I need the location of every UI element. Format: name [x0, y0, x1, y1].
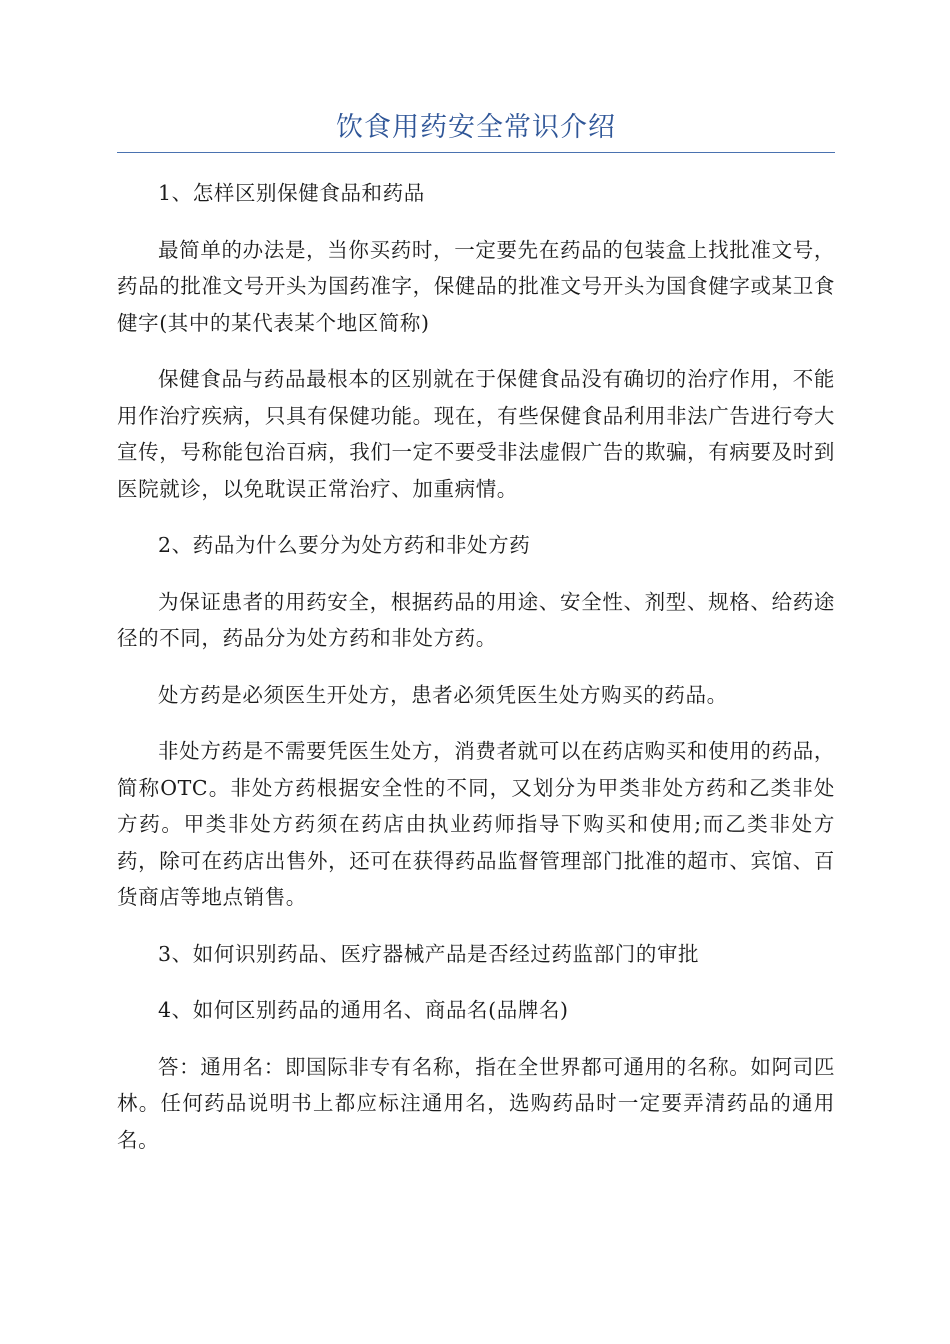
paragraph: 保健食品与药品最根本的区别就在于保健食品没有确切的治疗作用，不能用作治疗疾病，只具有保健功能。现在，有些保健食品利用非法广告进行夸大宣传，号称能包治百病，我们一定不要受非法虚假广告的欺骗，有病要及时到医院就诊，以免耽误正常治疗、加重病情。 [117, 367, 835, 501]
paragraph: 为保证患者的用药安全，根据药品的用途、安全性、剂型、规格、给药途径的不同，药品分为处方药和非处方药。 [117, 589, 835, 650]
paragraph: 处方药是必须医生开处方，患者必须凭医生处方购买的药品。 [158, 682, 728, 707]
section-heading-1: 1、怎样区别保健食品和药品 [158, 181, 425, 205]
section-heading-3: 3、如何识别药品、医疗器械产品是否经过药监部门的审批 [158, 941, 700, 966]
document-body [117, 175, 835, 1158]
section-heading-4: 4、如何区别药品的通用名、商品名(品牌名) [158, 998, 569, 1022]
document-title: 饮食用药安全常识介绍 [336, 112, 616, 143]
document-page [117, 108, 835, 1178]
paragraph: 最简单的办法是，当你买药时，一定要先在药品的包装盒上找批准文号，药品的批准文号开头为国药准字，保健品的批准文号开头为国食健字或某卫食健字(其中的某代表某个地区简称) [117, 237, 835, 335]
title-block [117, 108, 835, 153]
section-heading-2: 2、药品为什么要分为处方药和非处方药 [158, 533, 531, 557]
paragraph: 非处方药是不需要凭医生处方，消费者就可以在药店购买和使用的药品，简称OTC。非处方药根据安全性的不同，又划分为甲类非处方药和乙类非处方药。甲类非处方药须在药店由执业药师指导下购买和使用;而乙类非处方药，除可在药店出售外，还可在获得药品监督管理部门批准的超市、宾馆、百货商店等地点销售。 [117, 739, 835, 909]
paragraph: 答：通用名：即国际非专有名称，指在全世界都可通用的名称。如阿司匹林。任何药品说明书上都应标注通用名，选购药品时一定要弄清药品的通用名。 [117, 1054, 835, 1152]
